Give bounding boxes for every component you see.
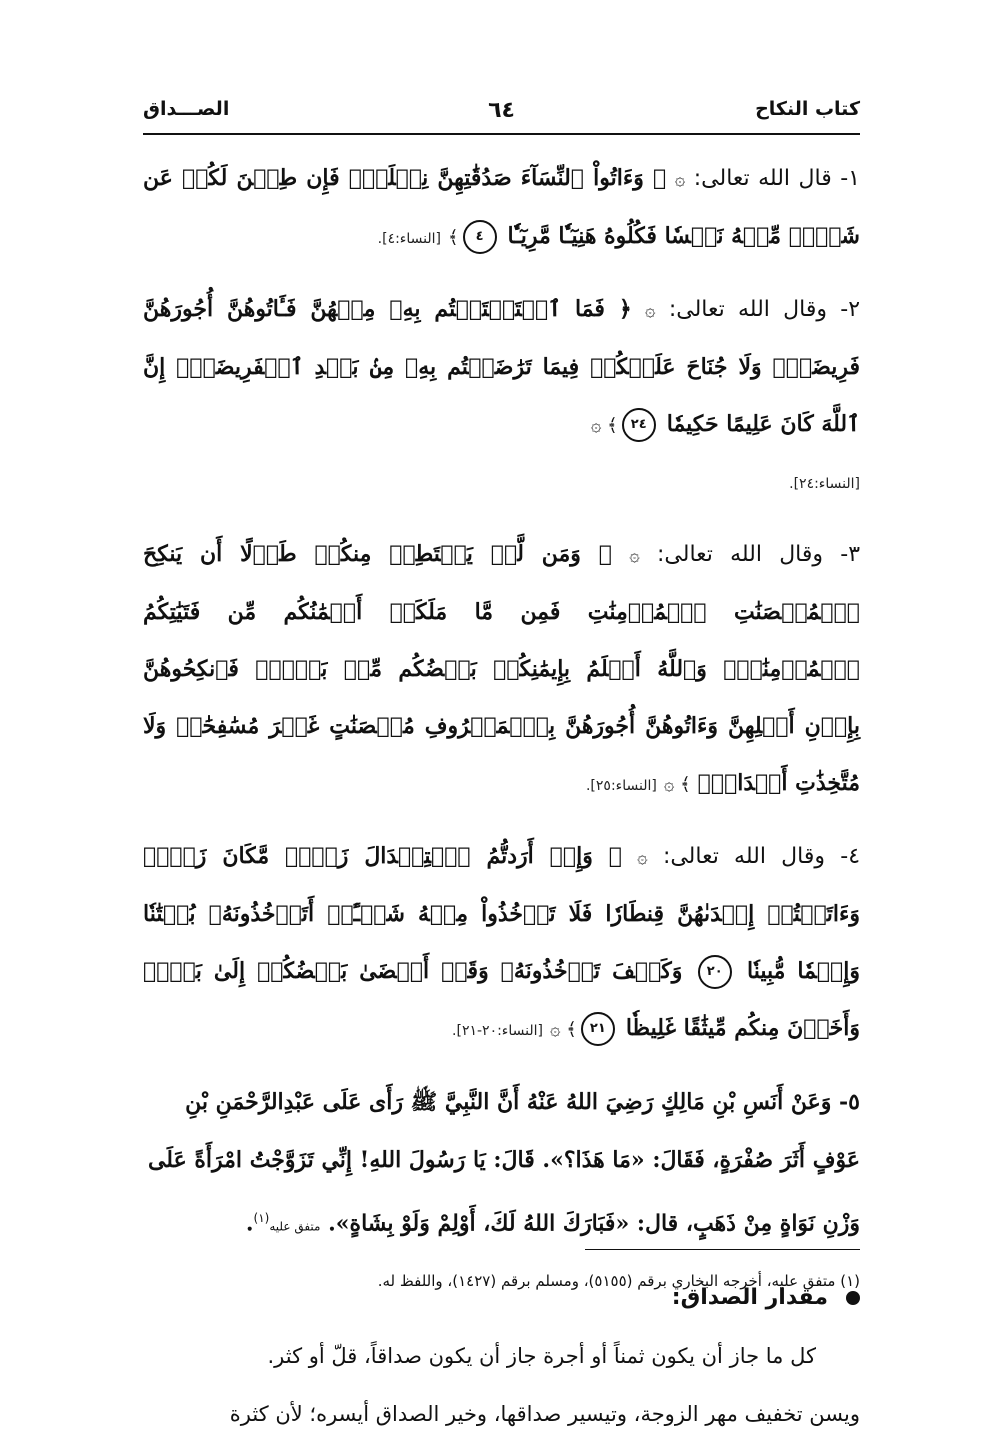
verse-reference: [النساء:٢٤]. bbox=[789, 476, 860, 492]
rub-el-hizb-icon: ۞ bbox=[674, 169, 686, 190]
item-number: ١- bbox=[840, 166, 860, 191]
chapter-title: الصـــداق bbox=[143, 98, 230, 120]
item-number: ٢- bbox=[840, 297, 861, 322]
ayah-number-marker: ٢٤ bbox=[622, 408, 656, 442]
close-bracket: ﴾ ۞ bbox=[590, 415, 618, 436]
rub-el-hizb-icon: ۞ bbox=[645, 300, 656, 321]
ayah-number-marker: ٢٠ bbox=[698, 955, 732, 989]
hadith-source: متفق عليه bbox=[269, 1219, 321, 1234]
verse-reference: [النساء:٤]. bbox=[377, 231, 441, 247]
verse-reference: [النساء:٢٠-٢١]. bbox=[452, 1023, 543, 1039]
citation-intro: قال الله تعالى: bbox=[693, 166, 832, 191]
hadith-end: . bbox=[245, 1210, 254, 1237]
body-paragraph-1: كل ما جاز أن يكون ثمناً أو أجرة جاز أن يكون صداقاً، قلّ أو كثر. bbox=[267, 1344, 816, 1369]
quran-verse-continued: وَكَيۡفَ تَأۡخُذُونَهُۥ وَقَدۡ أَفۡضَىٰ بَعۡضُكُمۡ إِلَىٰ بَعۡضٖ وَأَخَذۡنَ مِنكُم مِّيثَٰقًا غَلِيظٗا bbox=[143, 958, 860, 1041]
book-title: كتاب النكاح bbox=[755, 98, 860, 120]
quran-verse: ﴿ وَإِنۡ أَرَدتُّمُ ٱسۡتِبۡدَالَ زَوۡجٖ مَّكَانَ زَوۡجٖ وَءَاتَيۡتُمۡ إِحۡدَىٰهُنَّ قِنطَارٗا فَلَا تَأۡخُذُواْ مِنۡهُ شَيۡـًٔاۚ أَتَأۡخُذُونَهُۥ بُهۡتَٰنٗا وَإِثۡمٗا مُّبِينٗا bbox=[143, 843, 860, 984]
item-number: ٤- bbox=[840, 844, 861, 869]
quran-citation-2 bbox=[143, 281, 860, 512]
citation-intro: وقال الله تعالى: bbox=[662, 844, 825, 869]
page-header bbox=[143, 98, 860, 134]
verse-reference: [النساء:٢٥]. bbox=[585, 778, 657, 794]
close-bracket: ﴾ bbox=[448, 227, 459, 248]
ayah-number-marker: ٤ bbox=[463, 220, 497, 254]
quran-verse: ﴿ وَءَاتُواْ ٱلنِّسَآءَ صَدُقَٰتِهِنَّ نِحۡلَةٗۚ فَإِن طِبۡنَ لَكُمۡ عَن شَيۡءٖ مِّنۡهُ نَفۡسٗا فَكُلُوهُ هَنِيٓـٔٗا مَّرِيٓـٔٗا bbox=[143, 165, 860, 249]
quran-verse: ﴿ وَمَن لَّمۡ يَسۡتَطِعۡ مِنكُمۡ طَوۡلًا أَن يَنكِحَ ٱلۡمُحۡصَنَٰتِ ٱلۡمُؤۡمِنَٰتِ فَمِن مَّا مَلَكَتۡ أَيۡمَٰنُكُم مِّن فَتَيَٰتِكُمُ ٱلۡمُؤۡمِنَٰتِۚ وَٱللَّهُ أَعۡلَمُ بِإِيمَٰنِكُمۚ بَعۡضُكُم مِّنۢ بَعۡضٖۚ فَٱنكِحُوهُنَّ بِإِذۡنِ أَهۡلِهِنَّ وَءَاتُوهُنَّ أُجُورَهُنَّ بِٱلۡمَعۡرُوفِ مُحۡصَنَٰتٍ غَيۡرَ مُسَٰفِحَٰتٖ وَلَا مُتَّخِذَٰتِ أَخۡدَانٖۚ bbox=[143, 541, 860, 796]
header-rule bbox=[143, 133, 860, 135]
quran-citation-4 bbox=[143, 828, 860, 1059]
close-bracket: ﴾ ۞ bbox=[550, 1019, 577, 1040]
footnote: (١) متفق عليه، أخرجه البخاري برقم (٥١٥٥)، ومسلم برقم (١٤٢٧)، واللفظ له. bbox=[377, 1272, 860, 1290]
citation-intro: وقال الله تعالى: bbox=[668, 297, 827, 322]
bullet-icon bbox=[846, 1291, 860, 1305]
hadith-item bbox=[143, 1073, 860, 1255]
quran-citation-3 bbox=[143, 526, 860, 814]
rub-el-hizb-icon: ۞ bbox=[629, 545, 640, 566]
ayah-number-marker: ٢١ bbox=[581, 1012, 615, 1046]
body-paragraph-2: ويسن تخفيف مهر الزوجة، وتيسير صداقها، وخير الصداق أيسره؛ لأن كثرة bbox=[229, 1402, 860, 1427]
close-bracket: ﴾ ۞ bbox=[663, 774, 691, 795]
item-number: ٣- bbox=[840, 542, 861, 567]
citation-intro: وقال الله تعالى: bbox=[657, 542, 824, 567]
footnote-separator bbox=[585, 1249, 860, 1250]
item-number: ٥- bbox=[839, 1089, 860, 1115]
quran-citation-1 bbox=[143, 150, 860, 267]
quran-verse: ﴿ فَمَا ٱسۡتَمۡتَعۡتُم بِهِۦ مِنۡهُنَّ فَـَٔاتُوهُنَّ أُجُورَهُنَّ فَرِيضَةٗۚ وَلَا جُنَاحَ عَلَيۡكُمۡ فِيمَا تَرَٰضَيۡتُم بِهِۦ مِنۢ بَعۡدِ ٱلۡفَرِيضَةِۚ إِنَّ ٱللَّهَ كَانَ عَلِيمًا حَكِيمٗا bbox=[143, 296, 860, 437]
rub-el-hizb-icon: ۞ bbox=[637, 847, 648, 868]
page-number: ٦٤ bbox=[488, 98, 515, 123]
hadith-text: وَعَنْ أَنَسِ بْنِ مَالِكٍ رَضِيَ اللهُ عَنْهُ أَنَّ النَّبِيَّ ﷺ رَأَى عَلَى عَبْدِالرَّحْمَنِ بْنِ عَوْفٍ أَثَرَ صُفْرَةٍ، فَقَالَ: «مَا هَذَا؟». قَالَ: يَا رَسُولَ اللهِ! إِنِّي تَزَوَّجْتُ امْرَأَةً عَلَى وَزْنِ نَوَاةٍ مِنْ ذَهَبٍ، قال: «فَبَارَكَ اللهُ لَكَ، أَوْلِمْ وَلَوْ بِشَاةٍ». bbox=[147, 1089, 860, 1237]
section-heading-text: مقدار الصداق: bbox=[671, 1285, 828, 1311]
footnote-marker: (١) bbox=[253, 1211, 270, 1225]
